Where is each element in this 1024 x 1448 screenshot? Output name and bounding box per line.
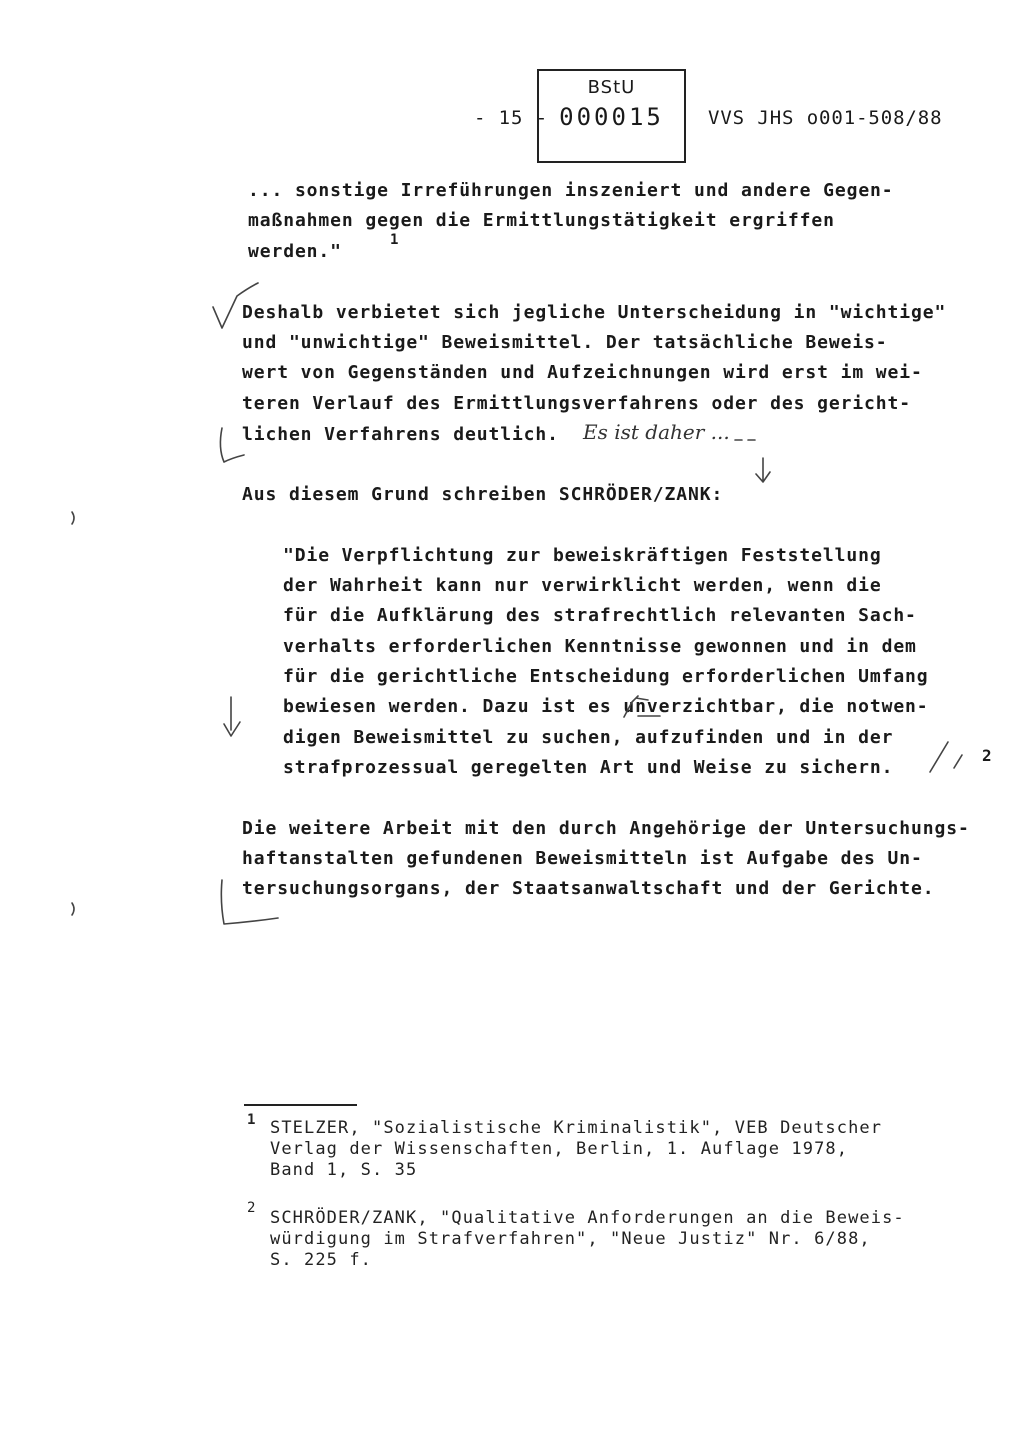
document-reference: VVS JHS o001-508/88	[708, 107, 943, 129]
body-line: und "unwichtige" Beweismittel. Der tatsächliche Beweis-	[242, 332, 888, 353]
stamp-number: 000015	[559, 103, 664, 131]
footnote-number: 2	[247, 1200, 257, 1216]
footnote-line: würdigung im Strafverfahren", "Neue Justiz" Nr. 6/88,	[270, 1229, 871, 1249]
body-line: Aus diesem Grund schreiben SCHRÖDER/ZANK:	[242, 484, 724, 505]
footnote-line: Band 1, S. 35	[270, 1160, 418, 1180]
margin-bracket-final	[221, 880, 278, 924]
margin-arrow-mark	[224, 697, 240, 736]
body-line: maßnahmen gegen die Ermittlungstätigkeit ergriffen	[248, 210, 835, 231]
quote-line: "Die Verpflichtung zur beweiskräftigen Feststellung	[283, 545, 882, 566]
footnote-line: STELZER, "Sozialistische Kriminalistik", VEB Deutscher	[270, 1118, 883, 1138]
body-line: tersuchungsorgans, der Staatsanwaltschaft und der Gerichte.	[242, 878, 935, 899]
footnote-number: 1	[247, 1112, 257, 1128]
down-arrow-mark	[756, 458, 770, 482]
stamp-label: BStU	[587, 77, 636, 98]
body-line: ... sonstige Irreführungen inszeniert und andere Gegen-	[248, 180, 894, 201]
margin-dot	[72, 512, 74, 524]
quote-line: digen Beweismittel zu suchen, aufzufinden und in der	[283, 727, 894, 748]
footnote-line: S. 225 f.	[270, 1250, 373, 1270]
body-line: Die weitere Arbeit mit den durch Angehörige der Untersuchungs-	[242, 818, 970, 839]
footnote-mark-1: 1	[390, 232, 399, 248]
quote-line: für die Aufklärung des strafrechtlich relevanten Sach-	[283, 605, 917, 626]
page-number: - 15 -	[474, 107, 549, 129]
margin-dot	[72, 903, 74, 915]
body-line: teren Verlauf des Ermittlungsverfahrens oder des gericht-	[242, 393, 912, 414]
footnote-line: SCHRÖDER/ZANK, "Qualitative Anforderungen an die Beweis-	[270, 1208, 905, 1228]
body-line: Deshalb verbietet sich jegliche Unterscheidung in "wichtige"	[242, 302, 947, 323]
margin-check-mark	[213, 283, 258, 328]
body-line: lichen Verfahrens deutlich.	[242, 424, 559, 445]
footnote-line: Verlag der Wissenschaften, Berlin, 1. Auflage 1978,	[270, 1139, 849, 1159]
footnote-mark-2: 2	[982, 746, 992, 765]
handwritten-note: Es ist daher ...	[583, 420, 730, 444]
quote-line: strafprozessual geregelten Art und Weise zu sichern.	[283, 757, 894, 778]
end-quote-mark	[930, 742, 962, 772]
body-line: wert von Gegenständen und Aufzeichnungen wird erst im wei-	[242, 362, 923, 383]
margin-bracket-mark	[220, 428, 244, 462]
body-line: werden."	[248, 241, 342, 262]
quote-line: verhalts erforderlichen Kenntnisse gewonnen und in dem	[283, 636, 917, 657]
quote-line: für die gerichtliche Entscheidung erforderlichen Umfang	[283, 666, 929, 687]
quote-line: der Wahrheit kann nur verwirklicht werden, wenn die	[283, 575, 882, 596]
insertion-mark	[624, 696, 648, 717]
quote-line: bewiesen werden. Dazu ist es unverzichtbar, die notwen-	[283, 696, 929, 717]
body-line: haftanstalten gefundenen Beweismitteln ist Aufgabe des Un-	[242, 848, 923, 869]
